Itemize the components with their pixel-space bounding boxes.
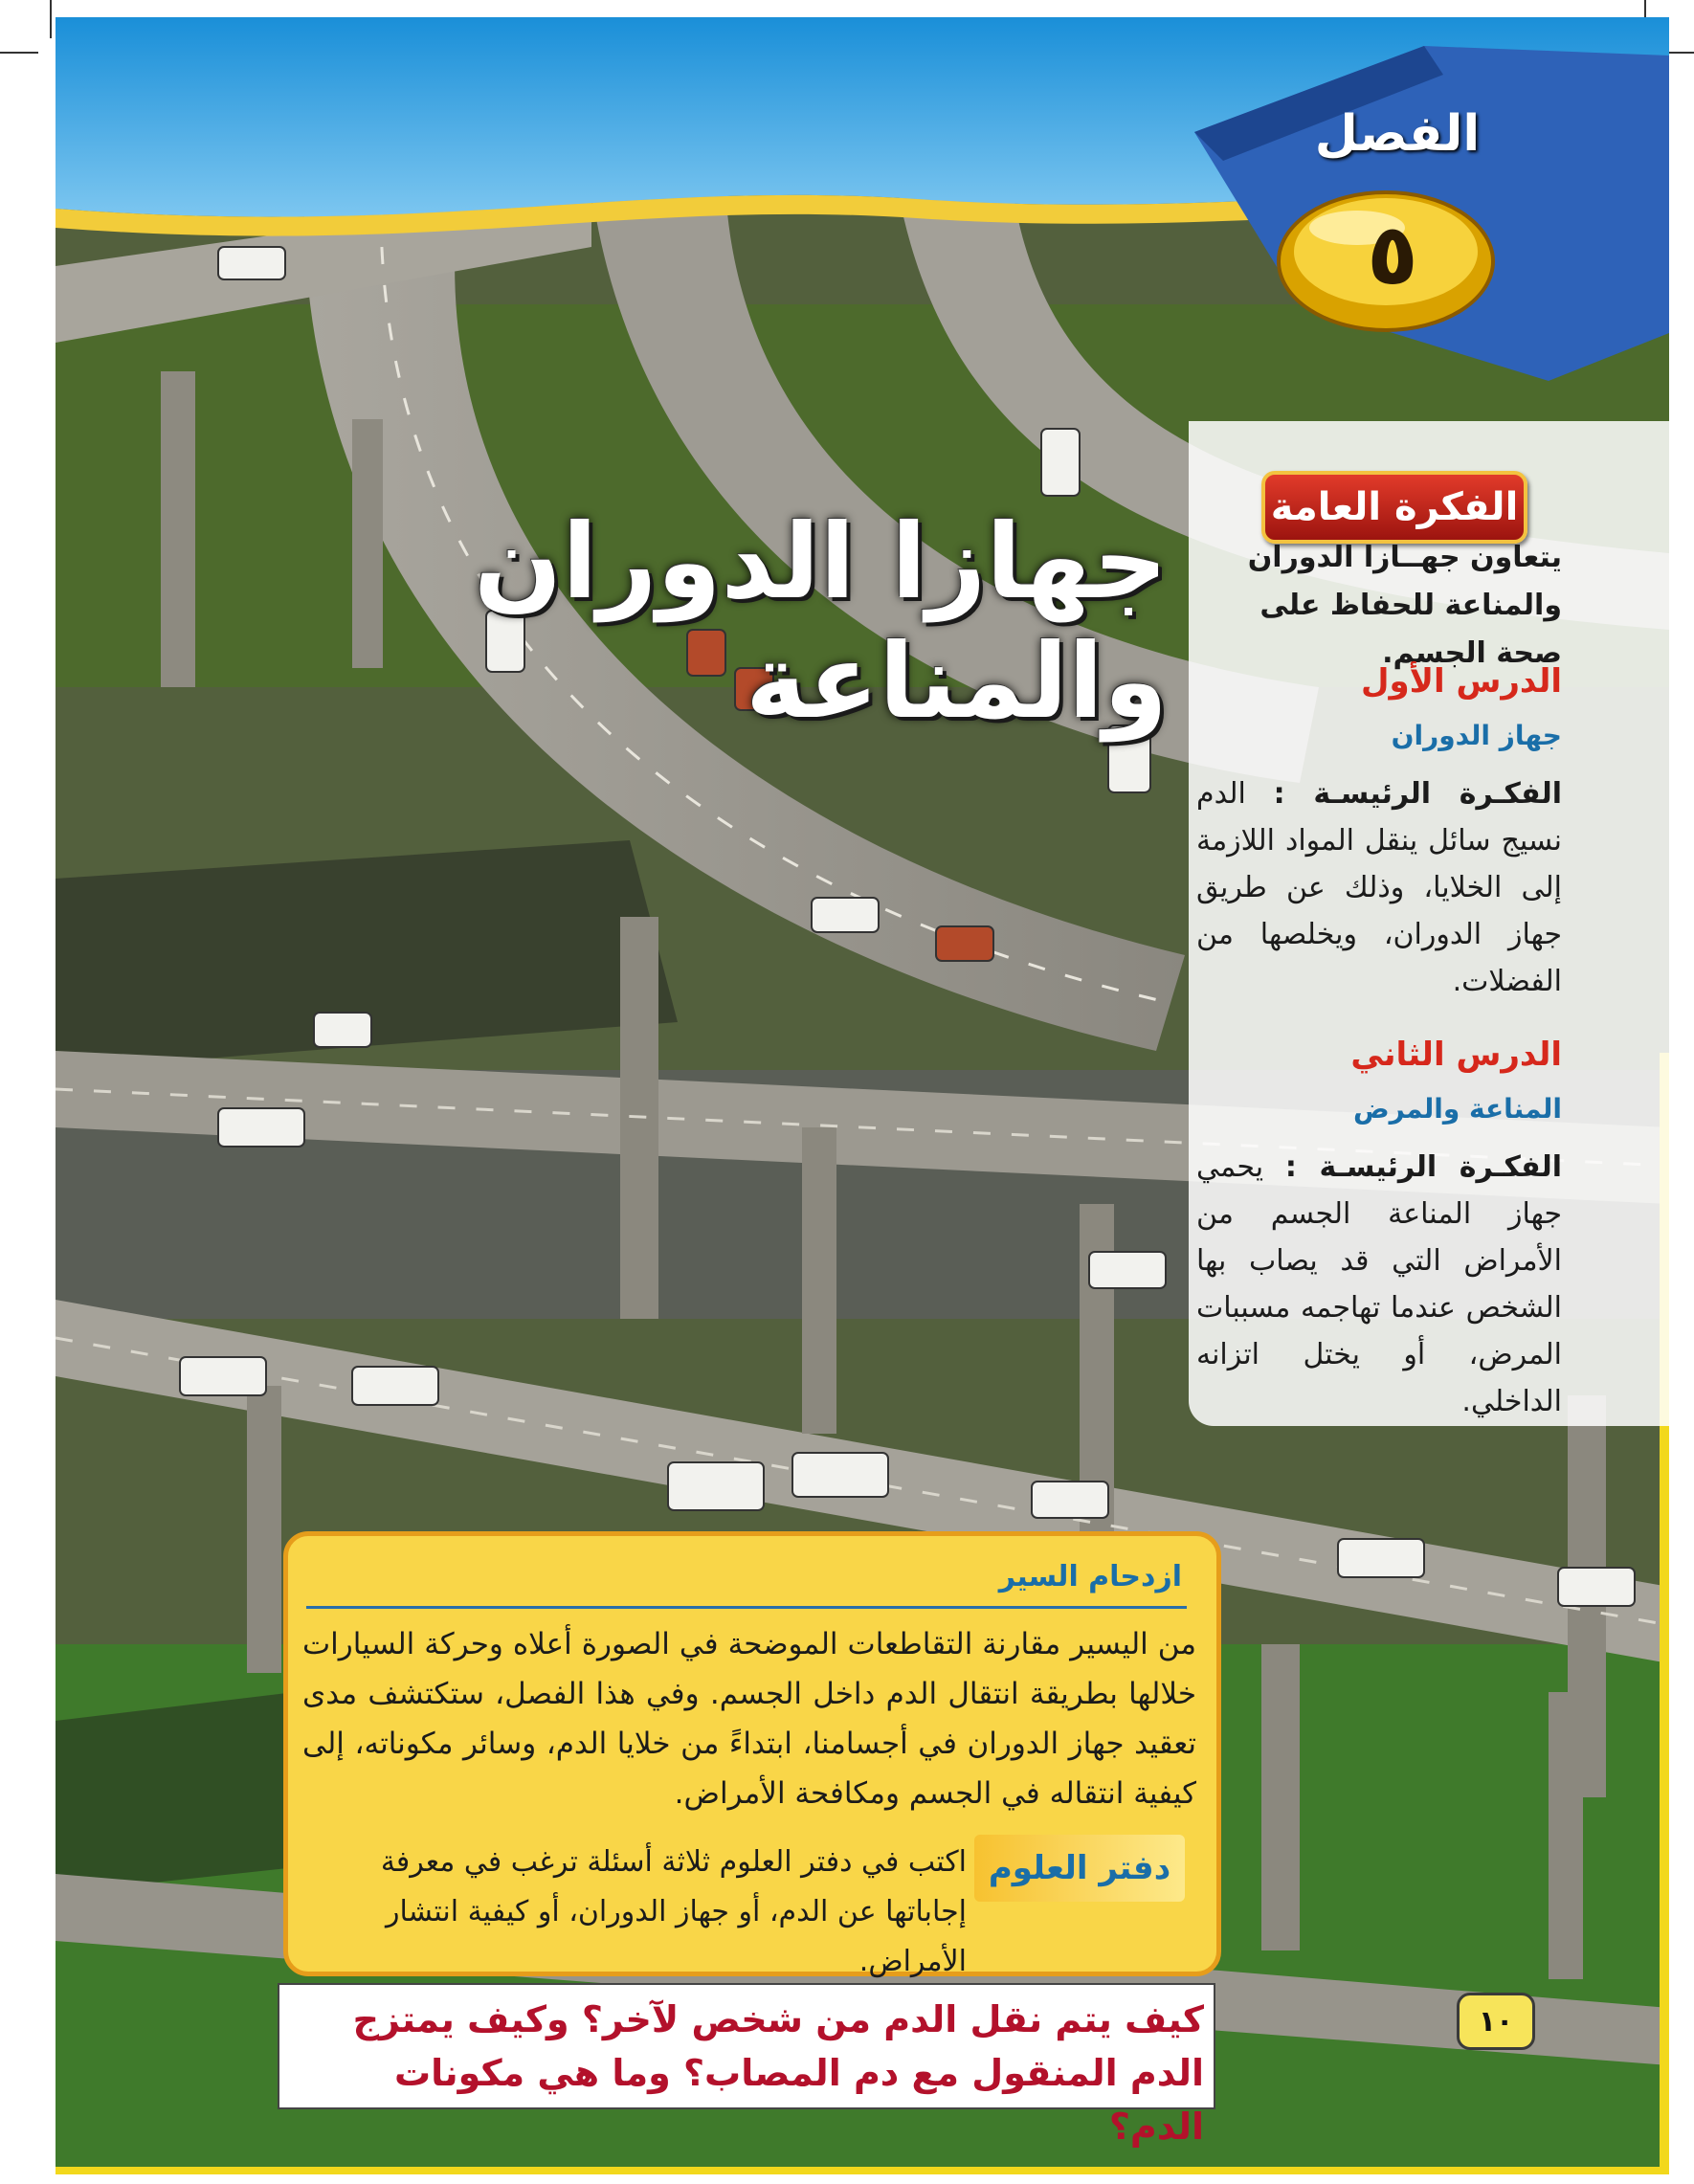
note-body: من اليسير مقارنة التقاطعات الموضحة في الصورة أعلاه وحركة السيارات خلالها بطريقة انتقال الدم داخل الجسم. وفي هذا الفصل، ستكتشف مدى تعقيد جهاز الدوران في أجسامنا، ابتداءً من خلايا الدم، وسائر مكوناته، إلى كيفية انتقاله في الجسم ومكافحة الأمراض.	[302, 1627, 1196, 1811]
lesson-1-subtitle: جهاز الدوران	[1391, 720, 1562, 751]
lesson-2-text: يحمي جهاز المناعة الجسم من الأمراض التي قد يصاب بها الشخص عندما تهاجمه مسببات المرض، أو يختل اتزانه الداخلي.	[1196, 1150, 1562, 1418]
big-idea-tag: الفكرة العامة	[1261, 471, 1527, 544]
note-divider	[306, 1606, 1187, 1609]
question-text: كيف يتم نقل الدم من شخص لآخر؟ وكيف يمتزج الدم المنقول مع دم المصاب؟ وما هي مكونات الدم؟	[352, 1998, 1204, 2148]
page-title: جهازا الدوران والمناعة	[474, 502, 1168, 742]
note-title: ازدحام السير	[998, 1560, 1182, 1593]
lesson-2-body	[1196, 1144, 1562, 1425]
science-notebook-text: اكتب في دفتر العلوم ثلاثة أسئلة ترغب في معرفة إجاباتها عن الدم، أو جهاز الدوران، أو كيفية انتشار الأمراض.	[380, 1845, 967, 1978]
lesson-2-subtitle: المناعة والمرض	[1352, 1093, 1562, 1125]
science-notebook-tag: دفتر العلوم	[974, 1835, 1185, 1902]
lesson-2-heading: الدرس الثاني	[1350, 1036, 1562, 1074]
lesson-2-keyword: الفكـرة الرئيسـة :	[1284, 1150, 1562, 1184]
lesson-1-keyword: الفكـرة الرئيسـة :	[1273, 777, 1562, 811]
big-idea-text: يتعاون جهــازا الدوران والمناعة للحفاظ على صحة الجسم.	[1247, 541, 1562, 670]
crop-mark	[50, 0, 52, 38]
chapter-label: الفصل	[1314, 105, 1481, 163]
chapter-number: ٥	[1367, 204, 1418, 303]
lesson-1-text: الدم نسيج سائل ينقل المواد اللازمة إلى الخلايا، وذلك عن طريق جهاز الدوران، ويخلصها من الفضلات.	[1196, 777, 1562, 998]
lesson-1-heading: الدرس الأول	[1361, 662, 1562, 701]
yellow-bottom-edge	[56, 2167, 1669, 2174]
crop-mark	[0, 52, 38, 54]
lesson-1-body	[1196, 770, 1562, 1005]
page-number: ١٠	[1457, 1993, 1535, 2050]
